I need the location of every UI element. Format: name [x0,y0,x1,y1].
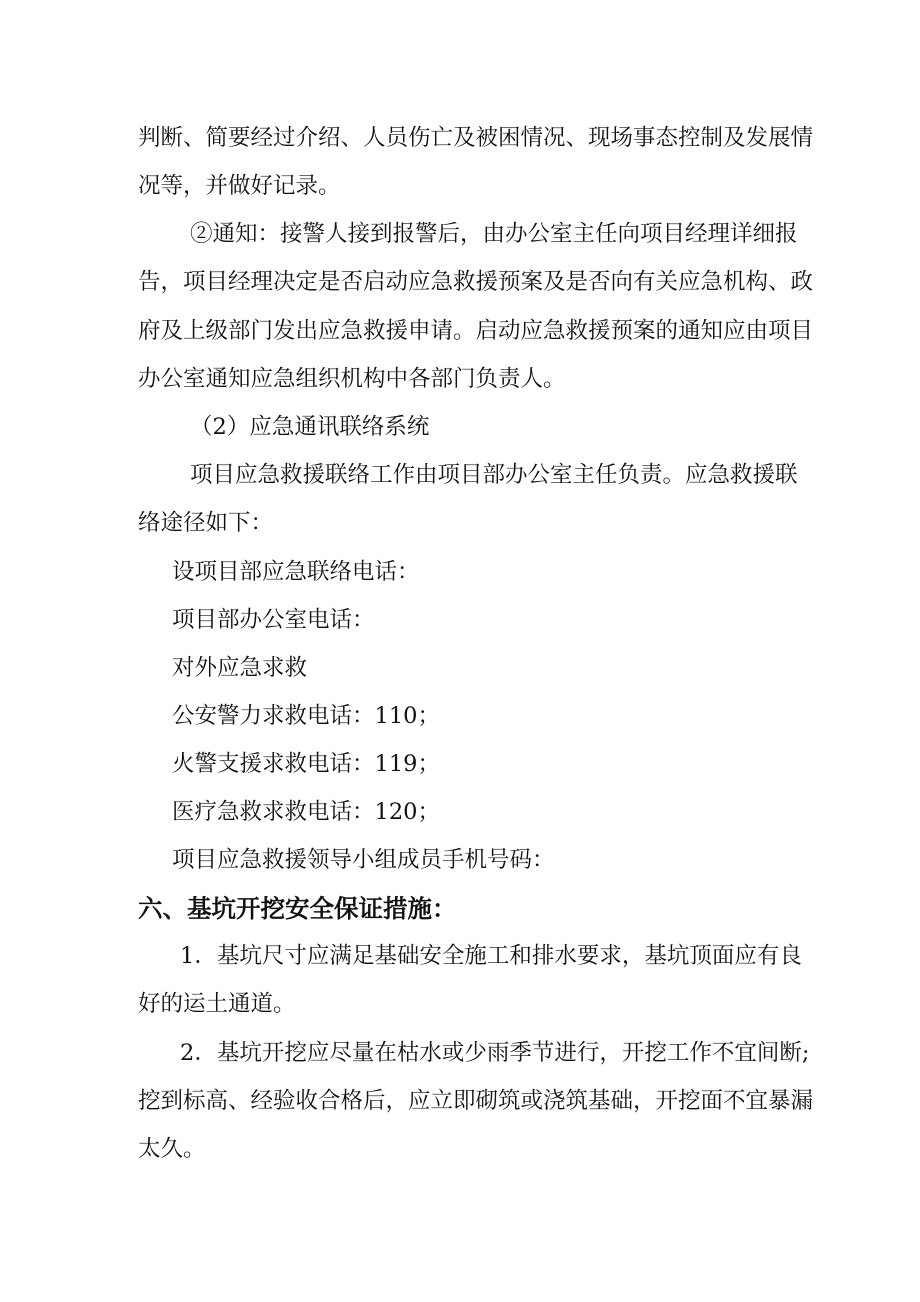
paragraph-2-line-1: ②通知：接警人接到报警后，由办公室主任向项目经理详细报 [190,221,798,247]
paragraph-2-line-3: 府及上级部门发出应急救援申请。启动应急救援预案的通知应由项目 [138,318,814,344]
contact-police: 公安警力求救电话：110； [172,703,440,729]
contact-fire: 火警支援求救电话：119； [172,751,440,777]
subheading-communication-system: （2）应急通讯联络系统 [190,414,430,440]
contact-leader-mobiles: 项目应急救援领导小组成员手机号码： [172,847,555,873]
contact-external-rescue: 对外应急求救 [172,655,308,681]
item-2-line-1: 2．基坑开挖应尽量在枯水或少雨季节进行，开挖工作不宜间断; [180,1040,810,1066]
contact-project-phone: 设项目部应急联络电话： [172,559,420,585]
paragraph-1-line-2: 况等，并做好记录。 [138,173,341,199]
item-1-line-1: 1．基坑尺寸应满足基础安全施工和排水要求，基坑顶面应有良 [180,943,802,969]
paragraph-3-line-1: 项目应急救援联络工作由项目部办公室主任负责。应急救援联 [190,462,798,488]
item-1-line-2: 好的运土通道。 [138,991,296,1017]
item-2-line-3: 太久。 [138,1136,206,1162]
item-2-line-2: 挖到标高、经验收合格后，应立即砌筑或浇筑基础，开挖面不宜暴漏 [138,1088,814,1114]
section-heading: 六、基坑开挖安全保证措施： [138,894,457,923]
paragraph-2-line-2: 告，项目经理决定是否启动应急救援预案及是否向有关应急机构、政 [138,269,814,295]
contact-office-phone: 项目部办公室电话： [172,607,375,633]
paragraph-1-line-1: 判断、简要经过介绍、人员伤亡及被困情况、现场事态控制及发展情 [138,125,814,151]
paragraph-3-line-2: 络途径如下： [138,510,274,536]
contact-medical: 医疗急救求救电话：120； [172,799,440,825]
paragraph-2-line-4: 办公室通知应急组织机构中各部门负责人。 [138,366,566,392]
